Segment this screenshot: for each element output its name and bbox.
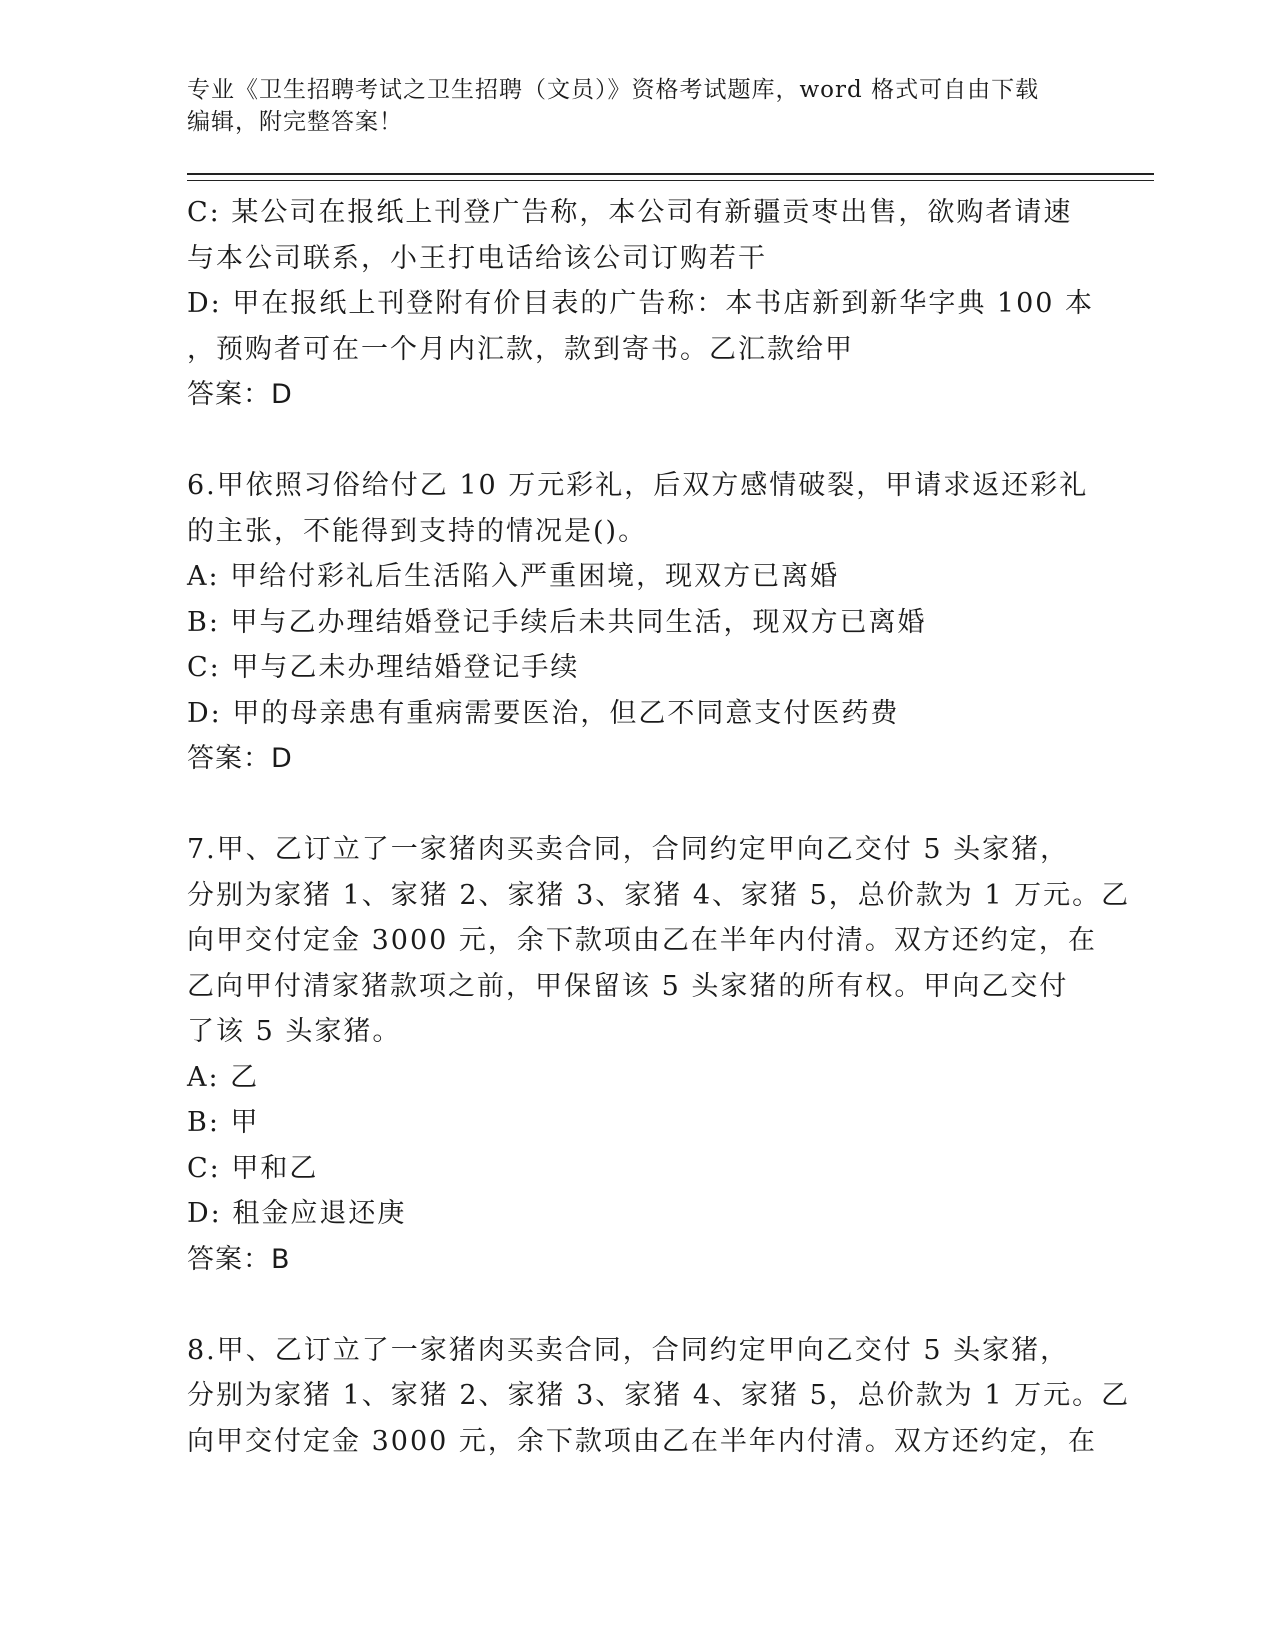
option-a: A: 乙 (187, 1061, 260, 1093)
question-6 (187, 463, 1087, 782)
question-7 (187, 827, 1131, 1282)
question-stem-line-1: 7.甲、乙订立了一家猪肉买卖合同，合同约定甲向乙交付 5 头家猪， (187, 834, 1070, 865)
option-b: B: 甲与乙办理结婚登记手续后未共同生活，现双方已离婚 (187, 606, 927, 638)
option-a: A: 甲给付彩礼后生活陷入严重困境，现双方已离婚 (187, 561, 840, 592)
header-line-2: 编辑，附完整答案！ (187, 109, 403, 135)
option-b: B: 甲 (187, 1107, 260, 1138)
question-stem-line-1: 6.甲依照习俗给付乙 10 万元彩礼，后双方感情破裂，甲请求返还彩礼 (187, 470, 1089, 501)
question-stem-line-2: 的主张，不能得到支持的情况是()。 (187, 515, 648, 547)
option-d: D: 甲的母亲患有重病需要医治，但乙不同意支付医药费 (187, 697, 900, 729)
option-c: C: 甲与乙未办理结婚登记手续 (187, 652, 580, 683)
option-d-line-1: D: 甲在报纸上刊登附有价目表的广告称：本书店新到新华字典 100 本 (187, 288, 1095, 319)
option-d: D: 租金应退还庚 (187, 1198, 407, 1229)
question-8 (187, 1328, 1131, 1465)
option-d-line-2: ，预购者可在一个月内汇款，款到寄书。乙汇款给甲 (187, 333, 854, 365)
spacer (187, 418, 1087, 464)
header-divider-thick (187, 173, 1154, 175)
question-list (187, 190, 1131, 1464)
option-c-line-1: C: 某公司在报纸上刊登广告称，本公司有新疆贡枣出售，欲购者请速 (187, 197, 1073, 228)
option-c-line-2: 与本公司联系，小王打电话给该公司订购若干 (187, 242, 767, 274)
answer-label: 答案：D (187, 379, 293, 410)
question-stem-line-3: 向甲交付定金 3000 元，余下款项由乙在半年内付清。双方还约定，在 (187, 925, 1097, 956)
question-stem-line-2: 分别为家猪 1、家猪 2、家猪 3、家猪 4、家猪 5，总价款为 1 万元。乙 (187, 879, 1131, 911)
question-stem-line-4: 乙向甲付清家猪款项之前，甲保留该 5 头家猪的所有权。甲向乙交付 (187, 970, 1069, 1002)
question-stem-line-1: 8.甲、乙订立了一家猪肉买卖合同，合同约定甲向乙交付 5 头家猪， (187, 1334, 1070, 1366)
question-stem-line-3: 向甲交付定金 3000 元，余下款项由乙在半年内付清。双方还约定，在 (187, 1425, 1097, 1457)
option-c: C: 甲和乙 (187, 1152, 319, 1184)
answer-label: 答案：D (187, 743, 293, 774)
header-divider-thin (187, 180, 1154, 181)
answer-label: 答案：B (187, 1243, 291, 1275)
spacer (187, 1282, 1087, 1328)
spacer (187, 782, 1087, 828)
question-5-tail (187, 190, 1095, 418)
header-line-1: 专业《卫生招聘考试之卫生招聘（文员）》资格考试题库，word 格式可自由下载 (187, 77, 1040, 103)
question-stem-line-2: 分别为家猪 1、家猪 2、家猪 3、家猪 4、家猪 5，总价款为 1 万元。乙 (187, 1380, 1131, 1411)
document-header (187, 74, 1077, 138)
question-stem-line-5: 了该 5 头家猪。 (187, 1016, 402, 1047)
